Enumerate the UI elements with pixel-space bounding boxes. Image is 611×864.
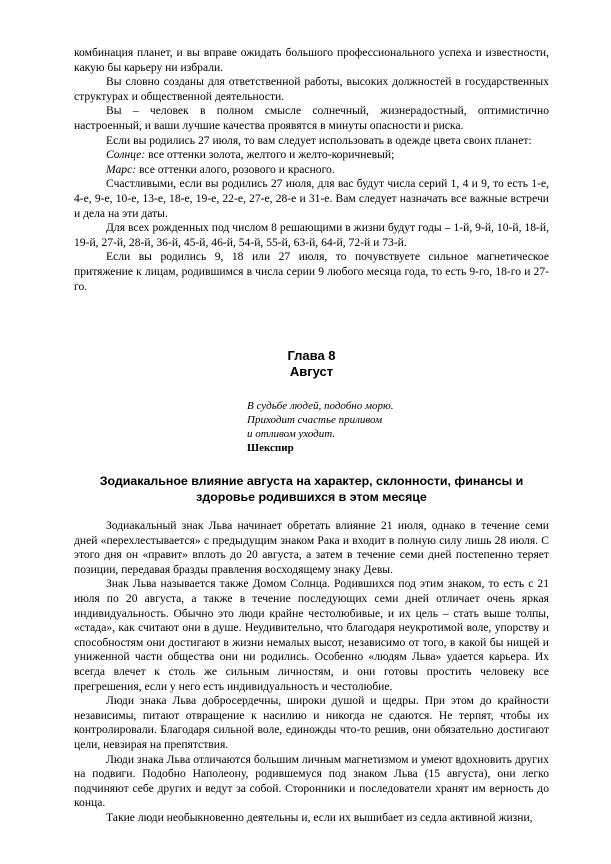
chapter-title: Август [289,364,334,380]
paragraph: Люди знака Льва добросердечны, широки душой и щедры. При этом до крайности независимы, питают отвращение к насилию и никогда не сдаются. Не терпят, чтобы их контролировали. Благодаря сильной воле, единожды что-то решив, они обязательно достигают цели, невзирая на препятствия. [74,694,549,751]
paragraph: комбинация планет, и вы вправе ожидать большого профессионального успеха и известности, какую бы карьеру ни избрали. [74,46,549,74]
document-page [74,46,549,826]
paragraph: Люди знака Льва отличаются большим личным магнетизмом и умеют вдохновить других на подвиги. Подобно Наполеону, родившемуся под знаком Льва (15 августа), они легко подчиняют себе других и ведут за собой. Сторонники и последователи хранят им верность до конца. [74,752,549,810]
epigraph-line: В судьбе людей, подобно морю. [247,400,394,413]
chapter-number: Глава 8 [287,348,336,364]
section-title-line: здоровье родившихся в этом месяце [196,490,427,505]
paragraph: Вы – человек в полном смысле солнечный, жизнерадостный, оптимистично настроенный, и ваши лучшие качества проявятся в минуты опасности и риска. [74,104,549,132]
epigraph-author: Шекспир [247,442,294,455]
paragraph: Для всех рожденных под числом 8 решающими в жизни будут годы – 1-й, 9-й, 10-й, 18-й, 19-й, 27-й, 28-й, 36-й, 45-й, 46-й, 54-й, 55-й, 63-й, 64-й, 72-й и 73-й. [74,221,549,249]
section-title-line: Зодиакальное влияние августа на характер, склонности, финансы и [99,474,524,489]
sun-label: Солнце: [106,148,146,162]
mars-label: Марс: [106,162,137,176]
sun-colors-line [74,148,549,163]
paragraph: Счастливыми, если вы родились 27 июля, для вас будут числа серий 1, 4 и 9, то есть 1-е, 4-е, 9-е, 10-е, 13-е, 18-е, 19-е, 22-е, 27-е, 28-е и 31-е. Вам следует назначать все важные встречи и дела на эти даты. [74,177,549,220]
mars-colors: все оттенки алого, розового и красного. [136,162,335,176]
epigraph-line: и отливом уходит. [247,428,336,441]
epigraph [247,399,549,455]
paragraph: Такие люди необыкновенно деятельны и, если их вышибает из седла активной жизни, [106,810,533,824]
paragraph: Вы словно созданы для ответственной работы, высоких должностей в государственных структурах и общественной деятельности. [74,75,549,103]
paragraph: Зодиакальный знак Льва начинает обретать влияние 21 июля, однако в течение семи дней «перехлестывается» с предыдущим знаком Рака и входит в полную силу лишь 28 июля. С этого дня он «правит» вплоть до 20 августа, а затем в течение семи дней постепенно теряет позиции, передавая бразды правления восходящему знаку Девы. [74,519,549,576]
epigraph-line: Приходит счастье приливом [247,414,383,427]
paragraph: Знак Льва называется также Домом Солнца. Родившихся под этим знаком, то есть с 21 июля по 20 августа, а также в течение последующих семи дней отличает очень яркая индивидуальность. Обычно это люди крайне честолюбивые, и их цель – стать выше толпы, «стада», как считают они в душе. Неудивительно, что благодаря неукротимой воле, упорству и способностям они достигают в жизни немалых высот, независимо от того, в какой бы нищей и униженной части общества они ни родились. Особенно «людям Льва» удается карьера. Их всегда влечет к столь же сильным личностям, и они готовы простить человеку все прегрешения, если у него есть индивидуальность и честолюбие. [74,577,549,693]
mars-colors-line [74,163,549,178]
paragraph: Если вы родились 9, 18 или 27 июля, то почувствуете сильное магнетическое притяжение к лицам, родившимся в числа серии 9 любого месяца года, то есть 9-го, 18-го и 27-го. [74,250,549,293]
sun-colors: все оттенки золота, желтого и желто-коричневый; [145,148,395,162]
paragraph: Если вы родились 27 июля, то вам следует использовать в одежде цвета своих планет: [106,133,532,147]
